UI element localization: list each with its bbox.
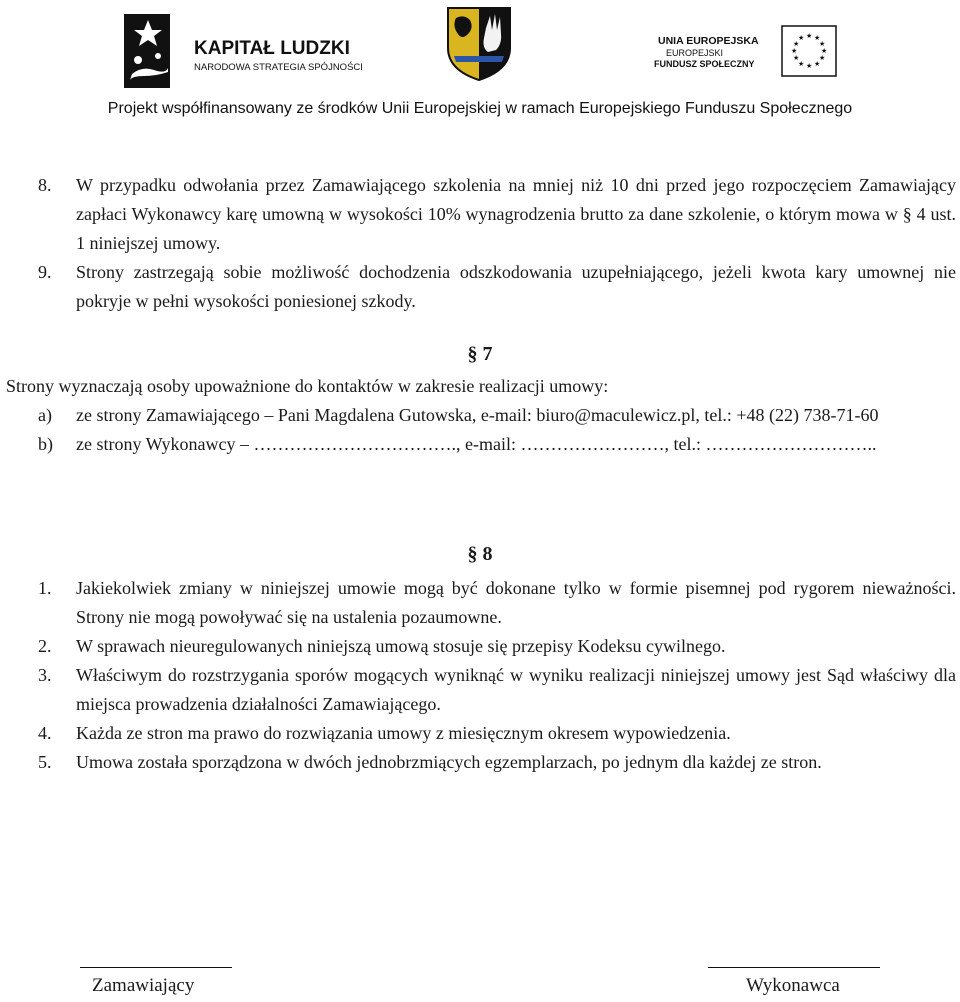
- kapital-ludzki-logo: [124, 12, 374, 90]
- svg-text:★: ★: [791, 47, 798, 55]
- item-number: 9.: [38, 262, 52, 282]
- cofinance-statement: Projekt współfinansowany ze środków Unii Europejskiej w ramach Europejskiego Funduszu Społecznego: [107, 100, 853, 117]
- contacts-list: [36, 401, 956, 459]
- item-number: 3.: [38, 665, 52, 685]
- svg-text:★: ★: [806, 32, 813, 40]
- item-text: W sprawach nieuregulowanych niniejszą umową stosuje się przepisy Kodeksu cywilnego.: [76, 636, 726, 656]
- list-item: [36, 661, 956, 719]
- item-number: 2.: [38, 636, 52, 656]
- svg-text:★: ★: [821, 47, 828, 55]
- list-item: [36, 574, 956, 632]
- svg-text:★: ★: [814, 60, 821, 68]
- eu-social-fund-logo: [654, 24, 840, 80]
- item-text: ze strony Zamawiającego – Pani Magdalena Gutowska, e-mail: biuro@maculewicz.pl, tel.: +48 (22) 738-71-60: [76, 405, 879, 425]
- kl-title: KAPITAŁ LUDZKI: [194, 38, 350, 59]
- ue-line3: FUNDUSZ SPOŁECZNY: [654, 59, 755, 69]
- list-item: [36, 430, 956, 459]
- list-item: [36, 748, 956, 777]
- list-item: [36, 632, 956, 661]
- svg-text:★: ★: [798, 34, 805, 42]
- coat-of-arms-logo: [444, 4, 514, 82]
- item-text: Strony zastrzegają sobie możliwość dochodzenia odszkodowania uzupełniającego, jeżeli kwota kary umownej nie pokryje w pełni wysokości poniesionej szkody.: [76, 262, 956, 311]
- signature-label-right: Wykonawca: [746, 975, 840, 996]
- item-number: 4.: [38, 723, 52, 743]
- item-text: Jakiekolwiek zmiany w niniejszej umowie mogą być dokonane tylko w formie pisemnej pod rygorem nieważności. Strony nie mogą powoływać się na ustalenia pozaumowne.: [76, 578, 956, 627]
- section-7-intro: Strony wyznaczają osoby upoważnione do kontaktów w zakresie realizacji umowy:: [6, 376, 609, 396]
- list-item: [36, 171, 956, 258]
- svg-text:★: ★: [798, 60, 805, 68]
- svg-text:★: ★: [819, 40, 826, 48]
- svg-text:★: ★: [819, 54, 826, 62]
- kl-subtitle: NARODOWA STRATEGIA SPÓJNOŚCI: [194, 62, 363, 73]
- ue-line2: EUROPEJSKI: [666, 48, 724, 58]
- item-number: 8.: [38, 175, 52, 195]
- item-text: W przypadku odwołania przez Zamawiającego szkolenia na mniej niż 10 dni przed jego rozpoczęciem Zamawiający zapłaci Wykonawcy karę umowną w wysokości 10% wynagrodzenia brutto za dane szkolenie, o którym mowa w § 4 ust. 1 niniejszej umowy.: [76, 175, 956, 253]
- signature-label-left: Zamawiający: [92, 975, 195, 996]
- item-text: ze strony Wykonawcy – ……………………………., e-mail: ……………………, tel.: ………………………..: [76, 434, 877, 454]
- svg-text:★: ★: [793, 40, 800, 48]
- item-number: 1.: [38, 578, 52, 598]
- item-letter: a): [38, 405, 52, 425]
- item-text: Właściwym do rozstrzygania sporów mogących wyniknąć w wyniku realizacji niniejszej umowy jest Sąd właściwy dla miejsca prowadzenia działalności Zamawiającego.: [76, 665, 956, 714]
- final-provisions-list: [36, 574, 956, 777]
- signature-line-left: [80, 967, 232, 968]
- item-number: 5.: [38, 752, 52, 772]
- svg-text:★: ★: [793, 54, 800, 62]
- svg-text:★: ★: [814, 34, 821, 42]
- section-8-title: § 8: [467, 543, 493, 565]
- list-item: [36, 258, 956, 316]
- list-item: [36, 401, 956, 430]
- penalty-clauses-list: [36, 171, 956, 316]
- signature-line-right: [708, 967, 880, 968]
- ue-line1: UNIA EUROPEJSKA: [658, 35, 759, 47]
- item-letter: b): [38, 434, 53, 454]
- item-text: Każda ze stron ma prawo do rozwiązania umowy z miesięcznym okresem wypowiedzenia.: [76, 723, 731, 743]
- list-item: [36, 719, 956, 748]
- svg-text:★: ★: [806, 62, 813, 70]
- item-text: Umowa została sporządzona w dwóch jednobrzmiących egzemplarzach, po jednym dla każdej ze stron.: [76, 752, 822, 772]
- section-7-title: § 7: [467, 343, 493, 365]
- header: [0, 0, 960, 100]
